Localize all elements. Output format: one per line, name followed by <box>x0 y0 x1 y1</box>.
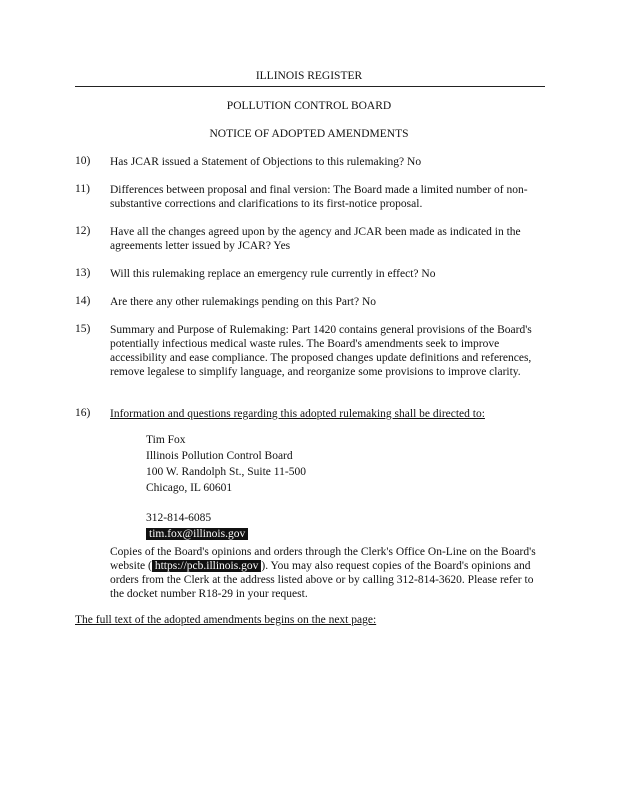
contact-name: Tim Fox <box>146 434 186 446</box>
contact-block <box>146 432 306 542</box>
notice-title: NOTICE OF ADOPTED AMENDMENTS <box>209 128 409 140</box>
header-rule <box>75 86 545 87</box>
item-number: 10) <box>75 155 91 167</box>
copies-paragraph <box>110 545 550 601</box>
contact-org: Illinois Pollution Control Board <box>146 450 293 462</box>
copies-after: ). You may also request copies of the Board's opinions and orders from the Clerk at the address listed above or by calling 312-814-3620. Please refer to the docket number R18-29 in your request. <box>110 560 534 600</box>
footer-note: The full text of the adopted amendments begins on the next page: <box>75 614 377 626</box>
item-text: Summary and Purpose of Rulemaking: Part 1420 contains general provisions of the Board's potentially infectious medical waste rules. The Board's amendments seek to improve accessibility and ease compliance. The proposed changes update definitions and references, remove legalese to simplify language, and reorganize some provisions to improve clarity. <box>110 324 532 378</box>
contact-address: 100 W. Randolph St., Suite 11-500 <box>146 466 306 478</box>
register-title: ILLINOIS REGISTER <box>255 70 363 82</box>
item-text: Will this rulemaking replace an emergency rule currently in effect? No <box>110 268 436 280</box>
agency-title: POLLUTION CONTROL BOARD <box>226 100 392 112</box>
contact-phone: 312-814-6085 <box>146 512 212 524</box>
item-number: 13) <box>75 267 91 279</box>
contact-email[interactable]: tim.fox@illinois.gov <box>146 528 248 540</box>
item-text: Differences between proposal and final version: The Board made a limited number of non-substantive corrections and clarifications to its first-notice proposal. <box>110 184 528 210</box>
item-text: Are there any other rulemakings pending on this Part? No <box>110 296 377 308</box>
item-number: 16) <box>75 407 91 419</box>
item-text: Has JCAR issued a Statement of Objections to this rulemaking? No <box>110 156 422 168</box>
item-number: 12) <box>75 225 91 237</box>
item-number: 14) <box>75 295 91 307</box>
item-number: 15) <box>75 323 91 335</box>
copies-before: Copies of the Board's opinions and orders through the Clerk's Office On-Line on the Board's website ( <box>110 546 536 572</box>
item-text: Have all the changes agreed upon by the agency and JCAR been made as indicated in the agreements letter issued by JCAR? Yes <box>110 226 521 252</box>
item-number: 11) <box>75 183 90 195</box>
board-website-link[interactable]: https://pcb.illinois.gov <box>152 560 262 572</box>
contact-city: Chicago, IL 60601 <box>146 482 233 494</box>
item-text: Information and questions regarding this adopted rulemaking shall be directed to: <box>110 408 485 420</box>
